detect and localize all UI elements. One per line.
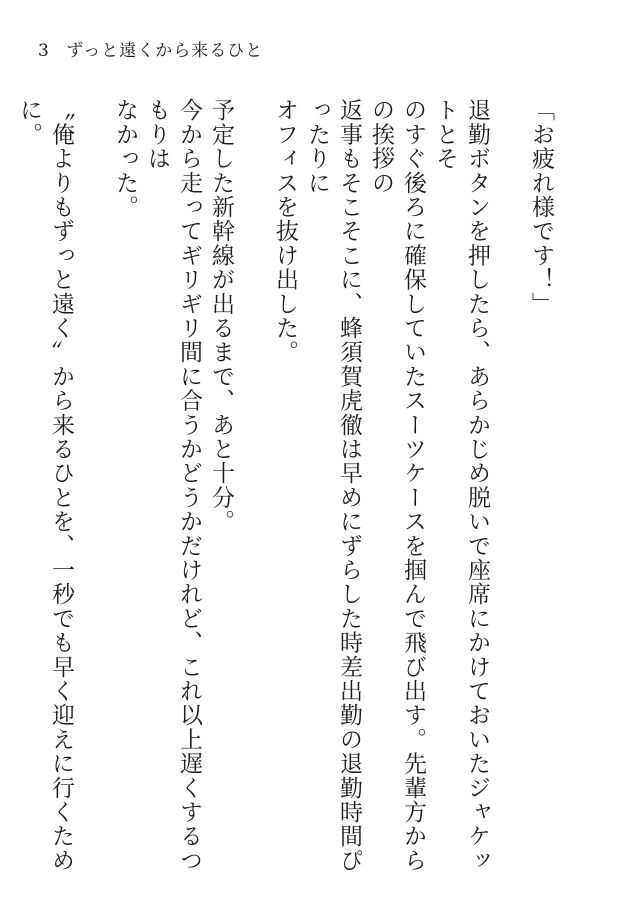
paragraph-line: のすぐ後ろに確保していたスーツケースを掴んで飛び出す。先輩方からの挨拶の: [368, 98, 426, 873]
dialogue-line: 「お疲れ様です！」: [528, 98, 554, 316]
running-header: [38, 36, 273, 61]
paragraph-line: 予定した新幹線が出るまで、あと十分。: [208, 98, 234, 534]
blank-column: [237, 98, 269, 878]
paragraph-line: 退勤ボタンを押したら、あらかじめ脱いで座席にかけておいたジャケットとそ: [432, 98, 490, 873]
chapter-title: ずっと遠くから来るひと: [66, 41, 264, 61]
blank-column: [77, 98, 109, 878]
paragraph-line: なかった。: [112, 98, 138, 219]
paragraph-line: 〝俺よりもずっと遠く〟から来るひとを、一秒でも早く迎えに行くために。: [16, 98, 74, 873]
paragraph-line: オフィスを抜け出した。: [272, 98, 298, 365]
paragraph-line: 返事もそこそこに、蜂須賀虎徹は早めにずらした時差出勤の退勤時間ぴったりに: [304, 98, 362, 873]
paragraph-line: 今から走ってギリギリ間に合うかどうかだけれど、これ以上遅くするつもりは: [144, 98, 202, 873]
blank-column: [493, 98, 525, 878]
blank-column: [0, 98, 13, 878]
vertical-text-body: [16, 98, 589, 878]
blank-column: [557, 98, 589, 878]
page-number: 3: [38, 41, 50, 61]
